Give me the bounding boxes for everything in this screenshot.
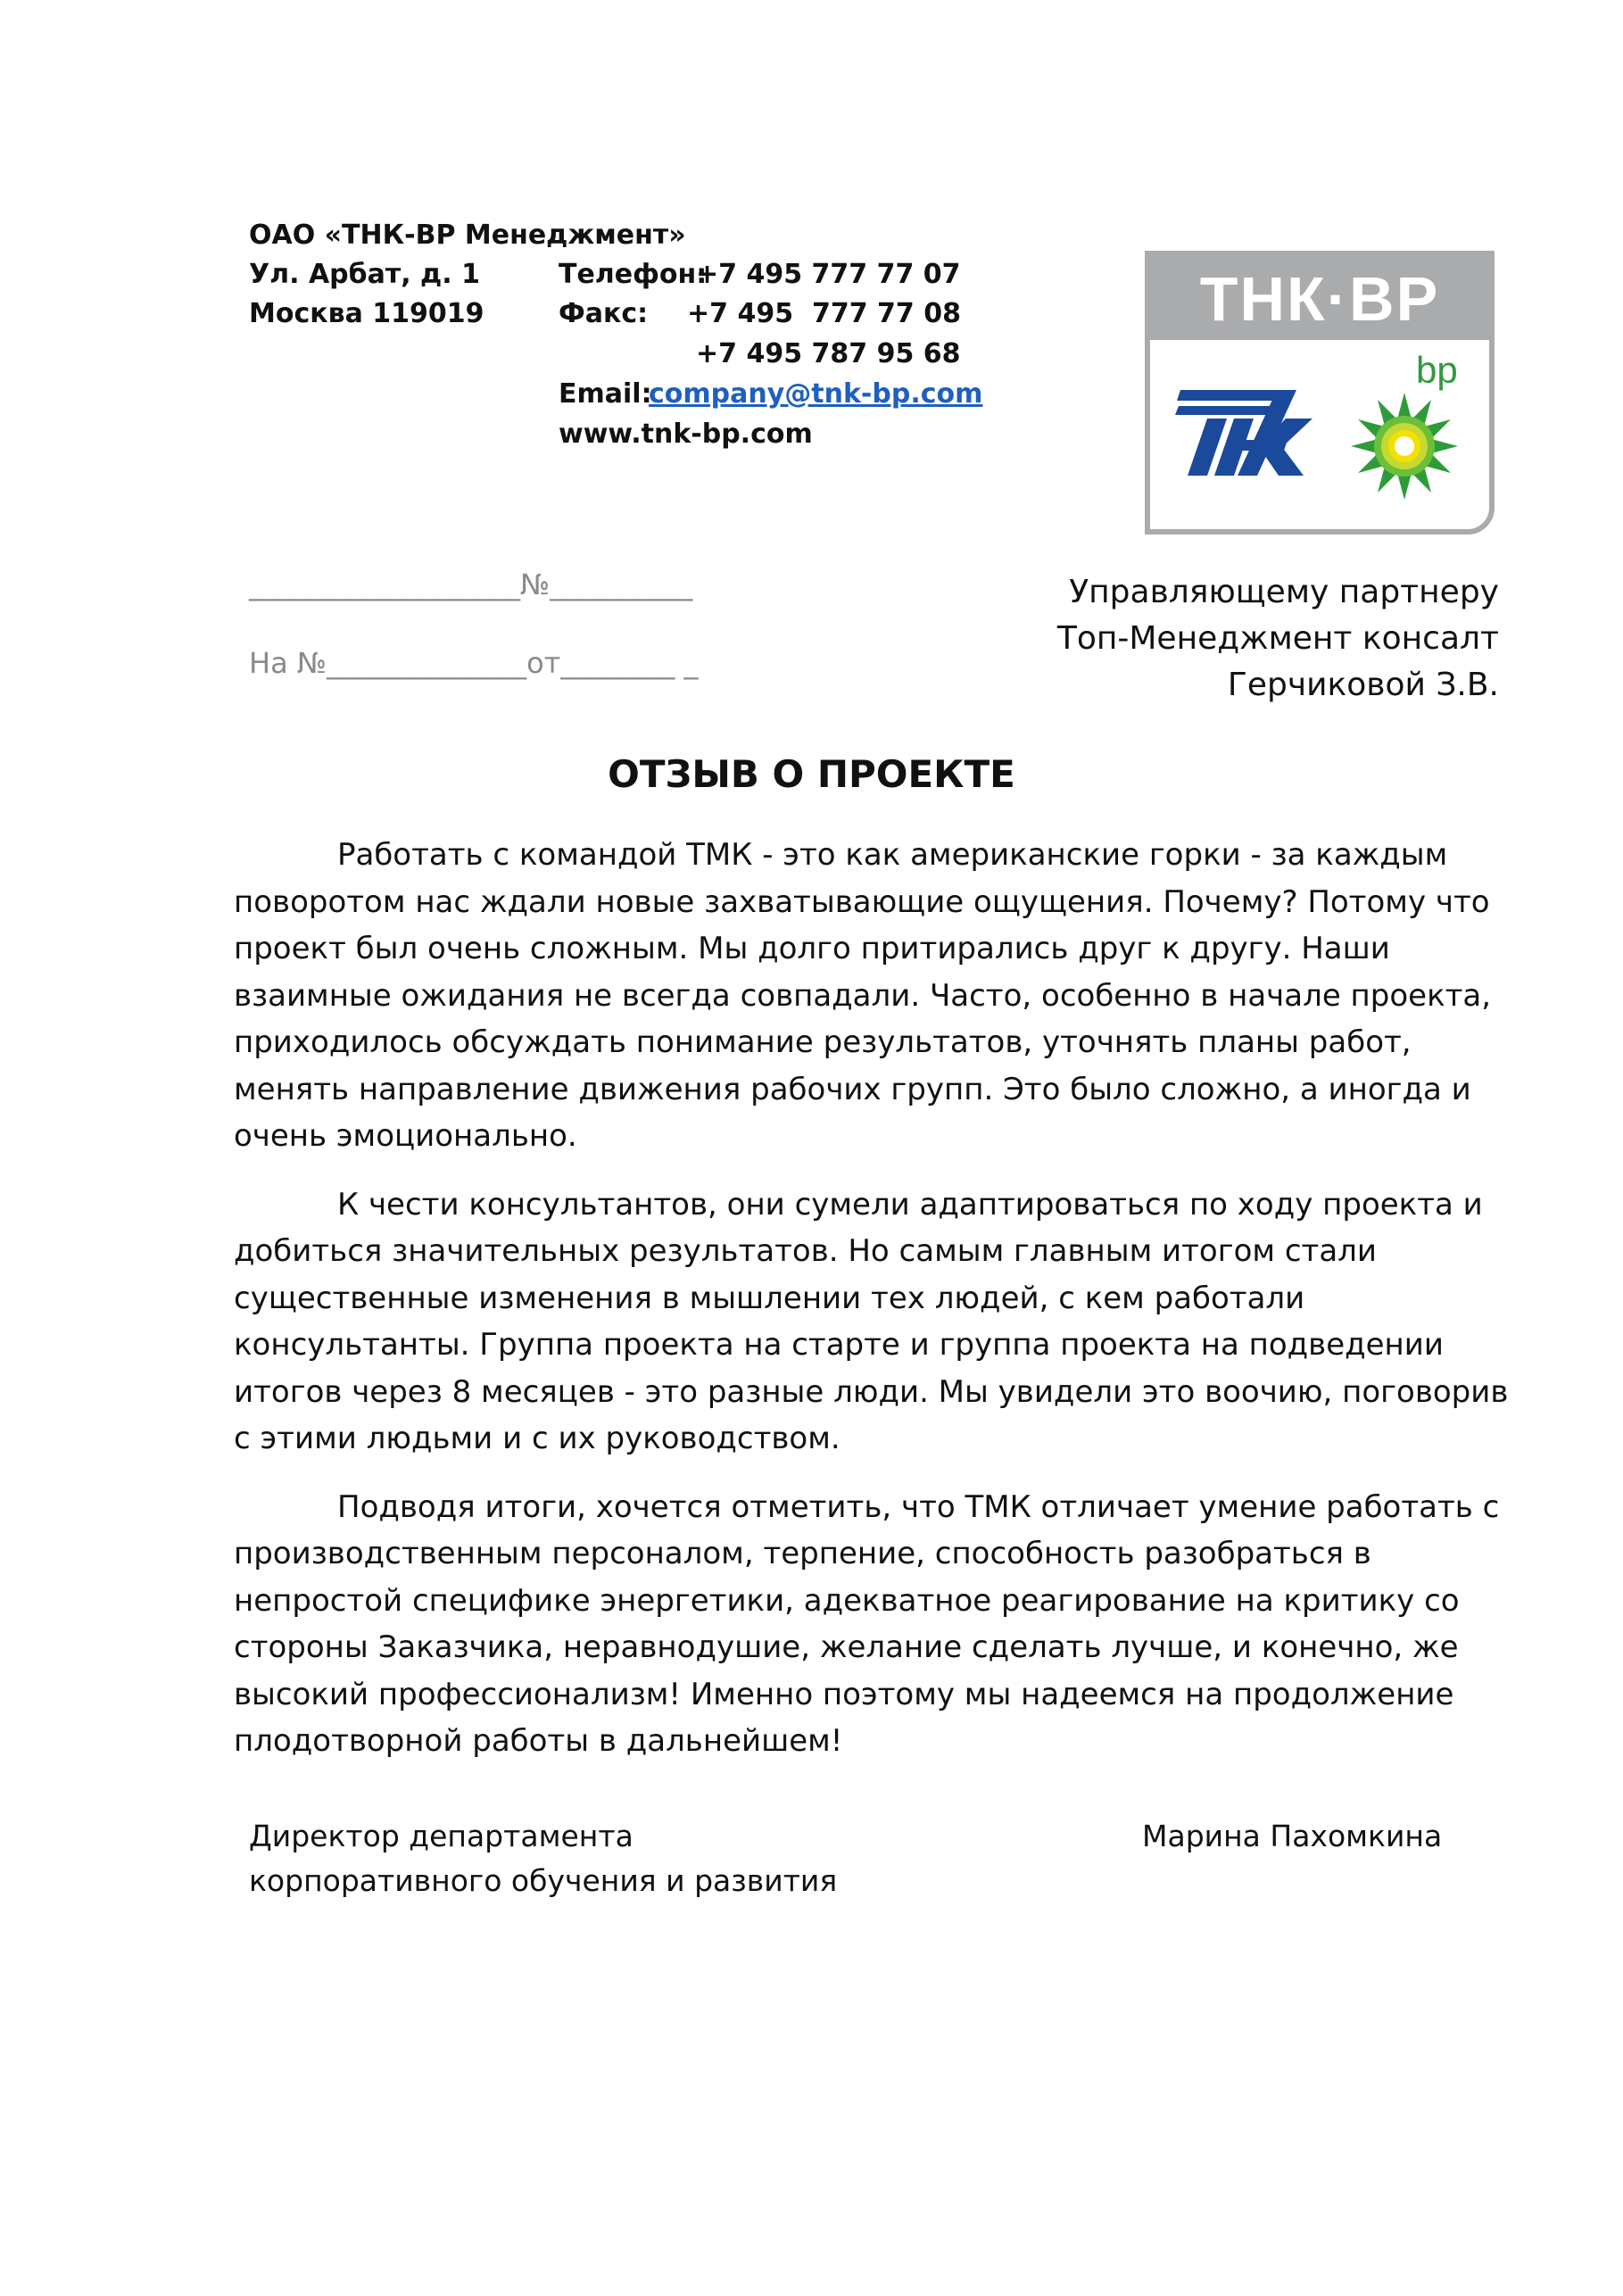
fax-label: Факс:: [559, 298, 649, 329]
signer-position: [249, 1814, 837, 1903]
bp-helios-icon: [1346, 388, 1462, 504]
bp-label: bp: [1416, 349, 1458, 391]
body-paragraph-1: Работать с командой ТМК - это как американские горки - за каждым поворотом нас ждали новые захватывающие ощущения. Почему? Потому что проект был очень сложным. Мы долго притирались друг к другу. Наши взаимные ожидания не всегда совпадали. Часто, особенно в начале проекта, приходилось обсуждать понимание результатов, уточнять планы работ, менять направление движения рабочих групп. Это было сложно, а иногда и очень эмоционально.: [234, 837, 1492, 1154]
signer-position-line-1: Директор департамента: [249, 1819, 633, 1853]
incoming-number-line: На №______________от________ _: [249, 646, 699, 680]
street-address: Ул. Арбат, д. 1: [249, 259, 480, 290]
addressee-line-1: Управляющему партнеру: [1069, 574, 1499, 610]
fax-number-2: +7 495 787 95 68: [696, 338, 961, 369]
logo-wordmark: ТНК·ВР: [1199, 264, 1440, 334]
signer-position-line-2: корпоративного обучения и развития: [249, 1863, 838, 1898]
addressee-line-2: Топ-Менеджмент консалт: [1056, 620, 1499, 657]
document-title: ОТЗЫВ О ПРОЕКТЕ: [608, 752, 1015, 796]
phone-number: +7 495 777 77 07: [696, 259, 961, 290]
phone-label: Телефон:: [559, 259, 708, 290]
logo-banner: [1150, 256, 1489, 340]
fax-number-1: +7 495 777 77 08: [687, 298, 961, 329]
tnk-bp-logo: [1145, 251, 1495, 535]
body-paragraph-3: Подводя итоги, хочется отметить, что ТМК отличает умение работать с производственным персоналом, терпение, способность разобраться в непростой специфике энергетики, адекватное реагирование на критику со стороны Заказчика, неравнодушие, желание сделать лучше, и конечно, же высокий профессионализм! Именно поэтому мы надеемся на продолжение плодотворной работы в дальнейшем!: [234, 1488, 1500, 1759]
company-name: ОАО «ТНК-ВР Менеджмент»: [249, 220, 686, 251]
addressee-line-3: Герчиковой З.В.: [1227, 667, 1499, 703]
email-label: Email:: [559, 378, 652, 410]
tnk-emblem-icon: [1172, 383, 1323, 481]
outgoing-number-line: ___________________№__________: [249, 568, 693, 601]
body-paragraph-2: К чести консультантов, они сумели адаптироваться по ходу проекта и добиться значительных результатов. Но самым главным итогом стали существенные изменения в мышлении тех людей, с кем работали консультанты. Группа проекта на старте и группа проекта на подведении итогов через 8 месяцев - это разные люди. Мы увидели это воочию, поговорив с этими людьми и с их руководством.: [234, 1186, 1509, 1456]
letter-body: [234, 832, 1519, 1786]
website: www.tnk-bp.com: [559, 419, 813, 450]
email-link[interactable]: company@tnk-bp.com: [649, 378, 983, 410]
tnk-emblem-text: ТНК: [1172, 383, 1174, 384]
addressee-block: [874, 569, 1499, 709]
signer-name: Марина Пахомкина: [1142, 1819, 1443, 1853]
city-address: Москва 119019: [249, 298, 484, 329]
